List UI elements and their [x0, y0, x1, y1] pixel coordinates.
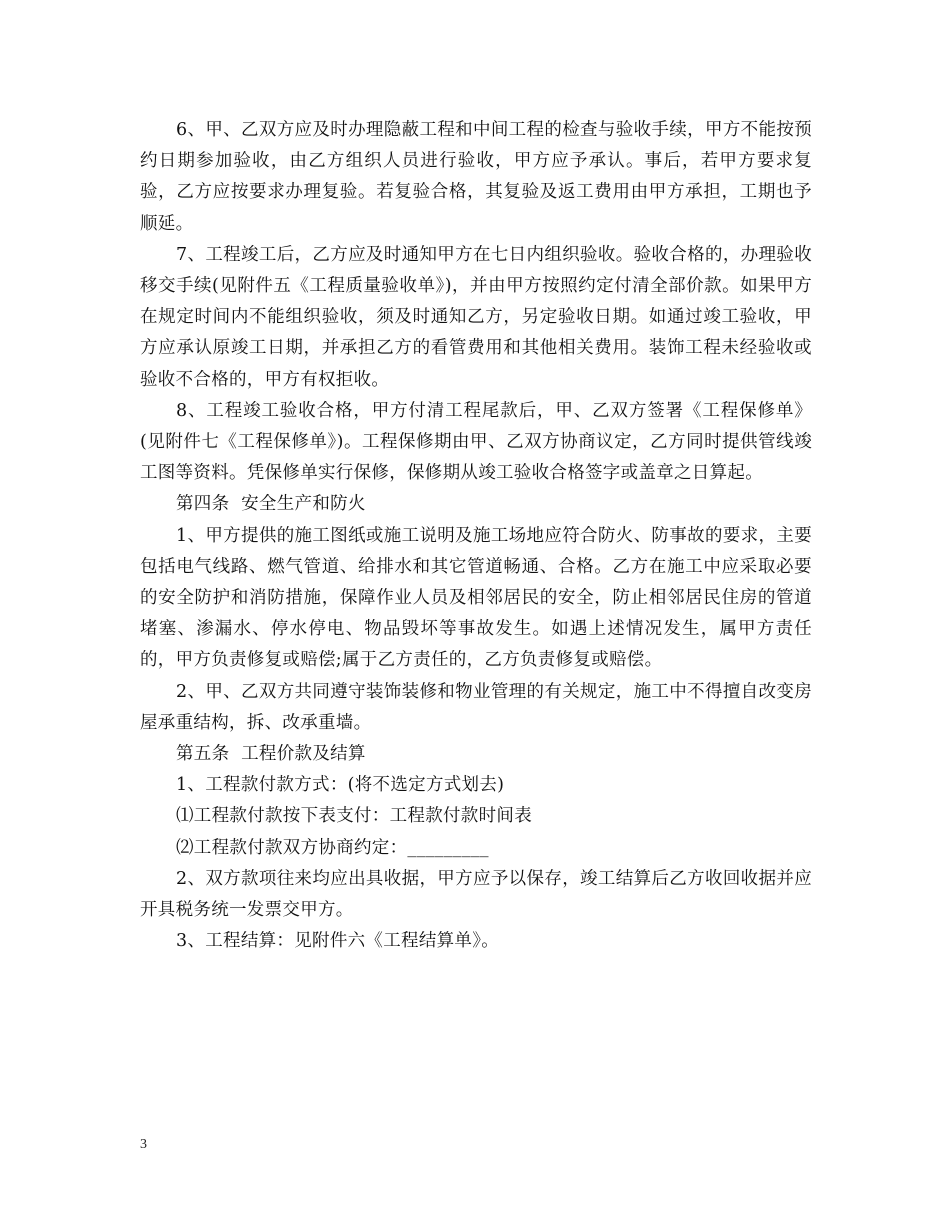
paragraph-payment-option-2: ⑵工程款付款双方协商约定：_________: [176, 837, 489, 858]
paragraph-payment-option-1: ⑴工程款付款按下表支付：工程款付款时间表: [176, 806, 532, 827]
paragraph-clause-7: 7、工程竣工后，乙方应及时通知甲方在七日内组织验收。验收合格的，办理验收移交手续(见附件五《工程质量验收单》)，并由甲方按照约定付清全部价款。如果甲方在规定时间内不能组织验收，须及时通知乙方，另定验收日期。如通过竣工验收，甲方应承认原竣工日期，并承担乙方的看管费用和其他相关费用。装饰工程未经验收或验收不合格的，甲方有权拒收。: [140, 244, 812, 390]
paragraph-article-5-item-2: 2、双方款项往来均应出具收据，甲方应予以保存，竣工结算后乙方收回收据并应开具税务统一发票交甲方。: [140, 868, 812, 921]
paragraph-clause-8: 8、工程竣工验收合格，甲方付清工程尾款后，甲、乙双方签署《工程保修单》(见附件七《工程保修单》)。工程保修期由甲、乙双方协商议定，乙方同时提供管线竣工图等资料。凭保修单实行保修，保修期从竣工验收合格签字或盖章之日算起。: [140, 400, 812, 484]
paragraph-clause-6: 6、甲、乙双方应及时办理隐蔽工程和中间工程的检查与验收手续，甲方不能按预约日期参加验收，由乙方组织人员进行验收，甲方应予承认。事后，若甲方要求复验，乙方应按要求办理复验。若复验合格，其复验及返工费用由甲方承担，工期也予顺延。: [140, 120, 812, 234]
paragraph-article-4-item-2: 2、甲、乙双方共同遵守装饰装修和物业管理的有关规定，施工中不得擅自改变房屋承重结构，拆、改承重墙。: [140, 681, 812, 733]
section-heading-article-5: 第五条 工程价款及结算: [176, 744, 366, 765]
paragraph-article-4-item-1: 1、甲方提供的施工图纸或施工说明及施工场地应符合防火、防事故的要求，主要包括电气线路、燃气管道、给排水和其它管道畅通、合格。乙方在施工中应采取必要的安全防护和消防措施，保障作业人员及相邻居民的安全，防止相邻居民住房的管道堵塞、渗漏水、停水停电、物品毁坏等事故发生。如遇上述情况发生，属甲方责任的，甲方负责修复或赔偿;属于乙方责任的，乙方负责修复或赔偿。: [140, 525, 812, 671]
document-body: [140, 115, 812, 957]
section-heading-article-4: 第四条 安全生产和防火: [176, 494, 366, 515]
paragraph-article-5-item-3: 3、工程结算：见附件六《工程结算单》。: [176, 931, 500, 952]
page-number: 3: [140, 1137, 147, 1152]
paragraph-article-5-item-1: 1、工程款付款方式：(将不选定方式划去): [176, 775, 505, 796]
